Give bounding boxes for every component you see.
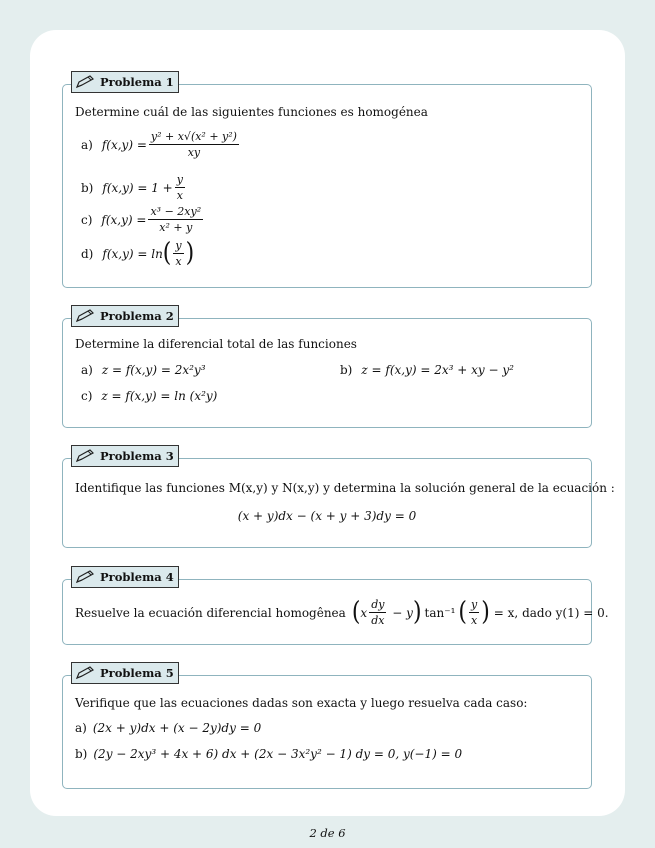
problem-2-item-a: a) z = f(x,y) = 2x²y³ bbox=[81, 363, 206, 377]
problem-1-tag bbox=[71, 71, 179, 93]
problem-1-item-b: b) f(x,y) = 1 + $\frac{y}{x}$ bbox=[81, 173, 183, 202]
problem-3-equation: (x + y)dx − (x + y + 3)dy = 0 bbox=[237, 509, 417, 523]
problem-5-tag bbox=[71, 662, 179, 684]
pencil-icon bbox=[75, 309, 95, 323]
problem-3-tag bbox=[71, 445, 179, 467]
problem-5-item-a: a) (2x + y)dx + (x − 2y)dy = 0 bbox=[75, 721, 262, 735]
pencil-icon bbox=[75, 75, 95, 89]
problem-1-prompt: Determine cuál de las siguientes funciones es homogénea bbox=[75, 105, 428, 119]
problem-4-box bbox=[62, 570, 609, 645]
problem-4-label: Problema 4 bbox=[100, 570, 174, 584]
problem-2-item-c: c) z = f(x,y) = ln (x²y) bbox=[81, 389, 218, 403]
problem-2-prompt: Determine la diferencial total de las funciones bbox=[75, 337, 357, 351]
pencil-icon bbox=[75, 449, 95, 463]
problem-4-statement: Resuelve la ecuación diferencial homogênea ( x $\frac{dy}{dx}$ − y ) tan⁻¹ ( $\frac{y}{x}$ ) = x, dado y(1) = 0. bbox=[75, 596, 609, 627]
problem-2-item-b: b) z = f(x,y) = 2x³ + xy − y² bbox=[340, 363, 514, 377]
problem-5-box bbox=[62, 666, 592, 789]
problem-1-box bbox=[62, 75, 592, 288]
pencil-icon bbox=[75, 570, 95, 584]
problem-2-label: Problema 2 bbox=[100, 309, 174, 323]
problem-5-item-b: b) (2y − 2xy³ + 4x + 6) dx + (2x − 3x²y² − 1) dy = 0, y(−1) = 0 bbox=[75, 747, 463, 761]
problem-1-label: Problema 1 bbox=[100, 75, 174, 89]
problem-5-label: Problema 5 bbox=[100, 666, 174, 680]
pencil-icon bbox=[75, 666, 95, 680]
problem-1-item-a: a) f(x,y) = $\frac{\text{y² + x√(x² + y²)}}{xy}$ bbox=[81, 130, 237, 159]
page-number: 2 de 6 bbox=[309, 826, 346, 840]
problem-3-prompt: Identifique las funciones M(x,y) y N(x,y) y determina la solución general de la ecuación : bbox=[75, 481, 615, 495]
problem-2-tag bbox=[71, 305, 179, 327]
problem-3-box bbox=[62, 449, 615, 548]
problem-5-prompt: Verifique que las ecuaciones dadas son exacta y luego resuelva cada caso: bbox=[75, 696, 528, 710]
problem-1-item-c: c) f(x,y) = $\frac{\text{x³ − 2xy²}}{\text{x² + y}}$ bbox=[81, 205, 202, 234]
problem-4-tag bbox=[71, 566, 179, 588]
problem-2-box bbox=[62, 309, 592, 428]
problem-1-item-d: d) f(x,y) = ln ( $\frac{y}{x}$ ) bbox=[81, 237, 195, 268]
problem-3-label: Problema 3 bbox=[100, 449, 174, 463]
